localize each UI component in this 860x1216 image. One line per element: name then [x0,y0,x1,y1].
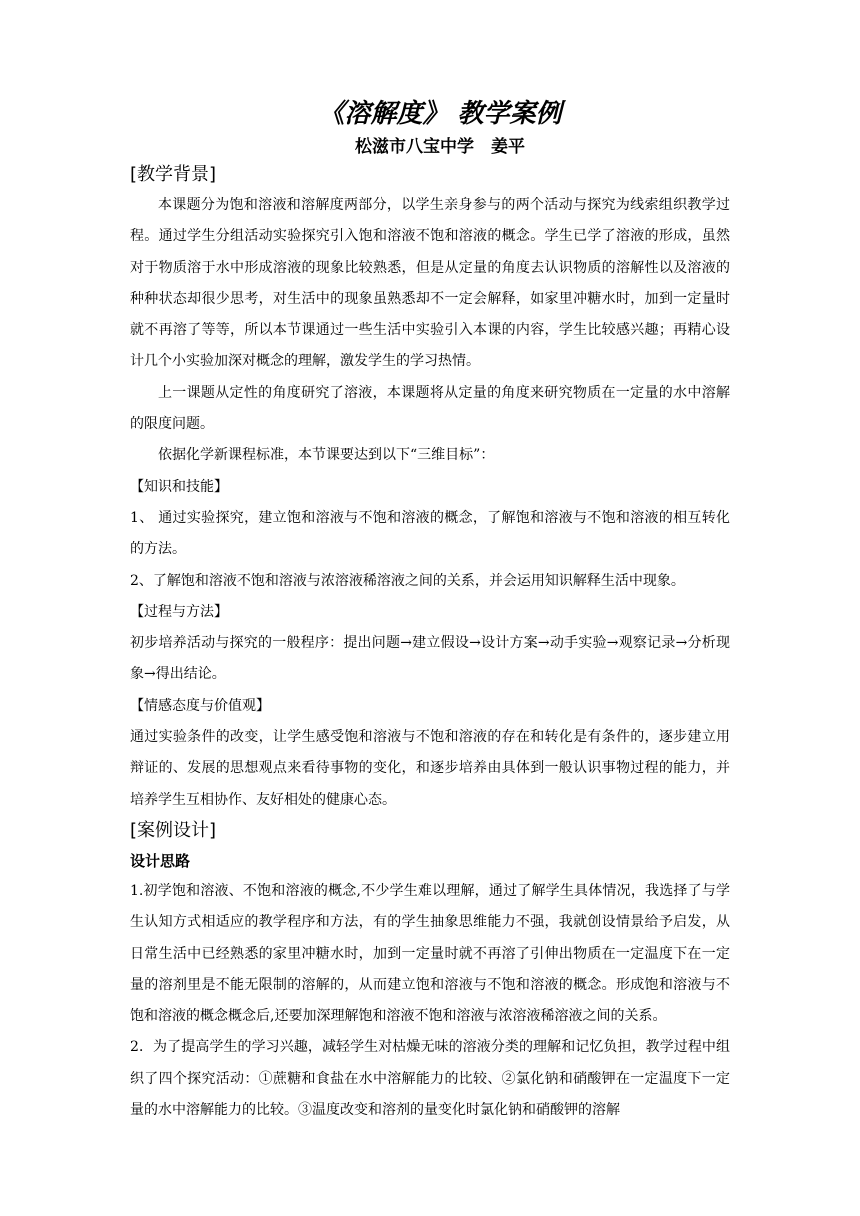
document-title: 《溶解度》 教学案例 [318,99,562,129]
goal-item: 初步培养活动与探究的一般程序：提出问题→建立假设→设计方案→动手实验→观察记录→分析现象→得出结论。 [130,635,730,683]
goal-item: 2、了解饱和溶液不饱和溶液与浓溶液稀溶液之间的关系，并会运用知识解释生活中现象。 [130,572,685,589]
goal-item: 通过实验条件的改变，让学生感受饱和溶液与不饱和溶液的存在和转化是有条件的，逐步建立用辩证的、发展的思想观点来看待事物的变化，和逐步培养由具体到一般认识事物过程的能力，并培养学生互相协作、友好相处的健康心态。 [130,729,730,808]
subheading-design-idea: 设计思路 [130,851,191,870]
section-heading-case-design: [案例设计] [130,819,217,841]
paragraph: 2．为了提高学生的学习兴趣，减轻学生对枯燥无味的溶液分类的理解和记忆负担，教学过程中组织了四个探究活动：①蔗糖和食盐在水中溶解能力的比较、②氯化钠和硝酸钾在一定温度下一定量的水中溶解能力的比较。③温度改变和溶剂的量变化时氯化钠和硝酸钾的溶解 [130,1039,730,1119]
paragraph: 本课题分为饱和溶液和溶解度两部分，以学生亲身参与的两个活动与探究为线索组织教学过程。通过学生分组活动实验探究引入饱和溶液不饱和溶液的概念。学生已学了溶液的形成，虽然对于物质溶于水中形成溶液的现象比较熟悉，但是从定量的角度去认识物质的溶解性以及溶液的种种状态却很少思考，对生活中的现象虽熟悉却不一定会解释，如家里冲糖水时，加到一定量时就不再溶了等等，所以本节课通过一些生活中实验引入本课的内容，学生比较感兴趣；再精心设计几个小实验加深对概念的理解，激发学生的学习热情。 [130,197,730,370]
document-author: 松滋市八宝中学 姜平 [355,137,525,157]
paragraph: 1.初学饱和溶液、不饱和溶液的概念,不少学生难以理解，通过了解学生具体情况，我选择了与学生认知方式相适应的教学程序和方法，有的学生抽象思维能力不强，我就创设情景给予启发，从日常生活中已经熟悉的家里冲糖水时，加到一定量时就不再溶了引伸出物质在一定温度下在一定量的溶剂里是不能无限制的溶解的，从而建立饱和溶液与不饱和溶液的概念。形成饱和溶液与不饱和溶液的概念概念后,还要加深理解饱和溶液不饱和溶液与浓溶液稀溶液之间的关系。 [130,882,730,1025]
document-body [130,94,730,1126]
goal-label-attitude: 【情感态度与价值观】 [130,697,270,714]
paragraph: 依据化学新课程标准，本节课要达到以下“三维目标”： [158,447,495,464]
goal-item: 1、 通过实验探究，建立饱和溶液与不饱和溶液的概念，了解饱和溶液与不饱和溶液的相互转化的方法。 [130,509,730,558]
goal-label-knowledge: 【知识和技能】 [130,478,228,495]
goal-label-process: 【过程与方法】 [130,603,228,620]
section-heading-background: [教学背景] [130,164,217,185]
paragraph: 上一课题从定性的角度研究了溶液，本课题将从定量的角度来研究物质在一定量的水中溶解的限度问题。 [130,384,730,433]
